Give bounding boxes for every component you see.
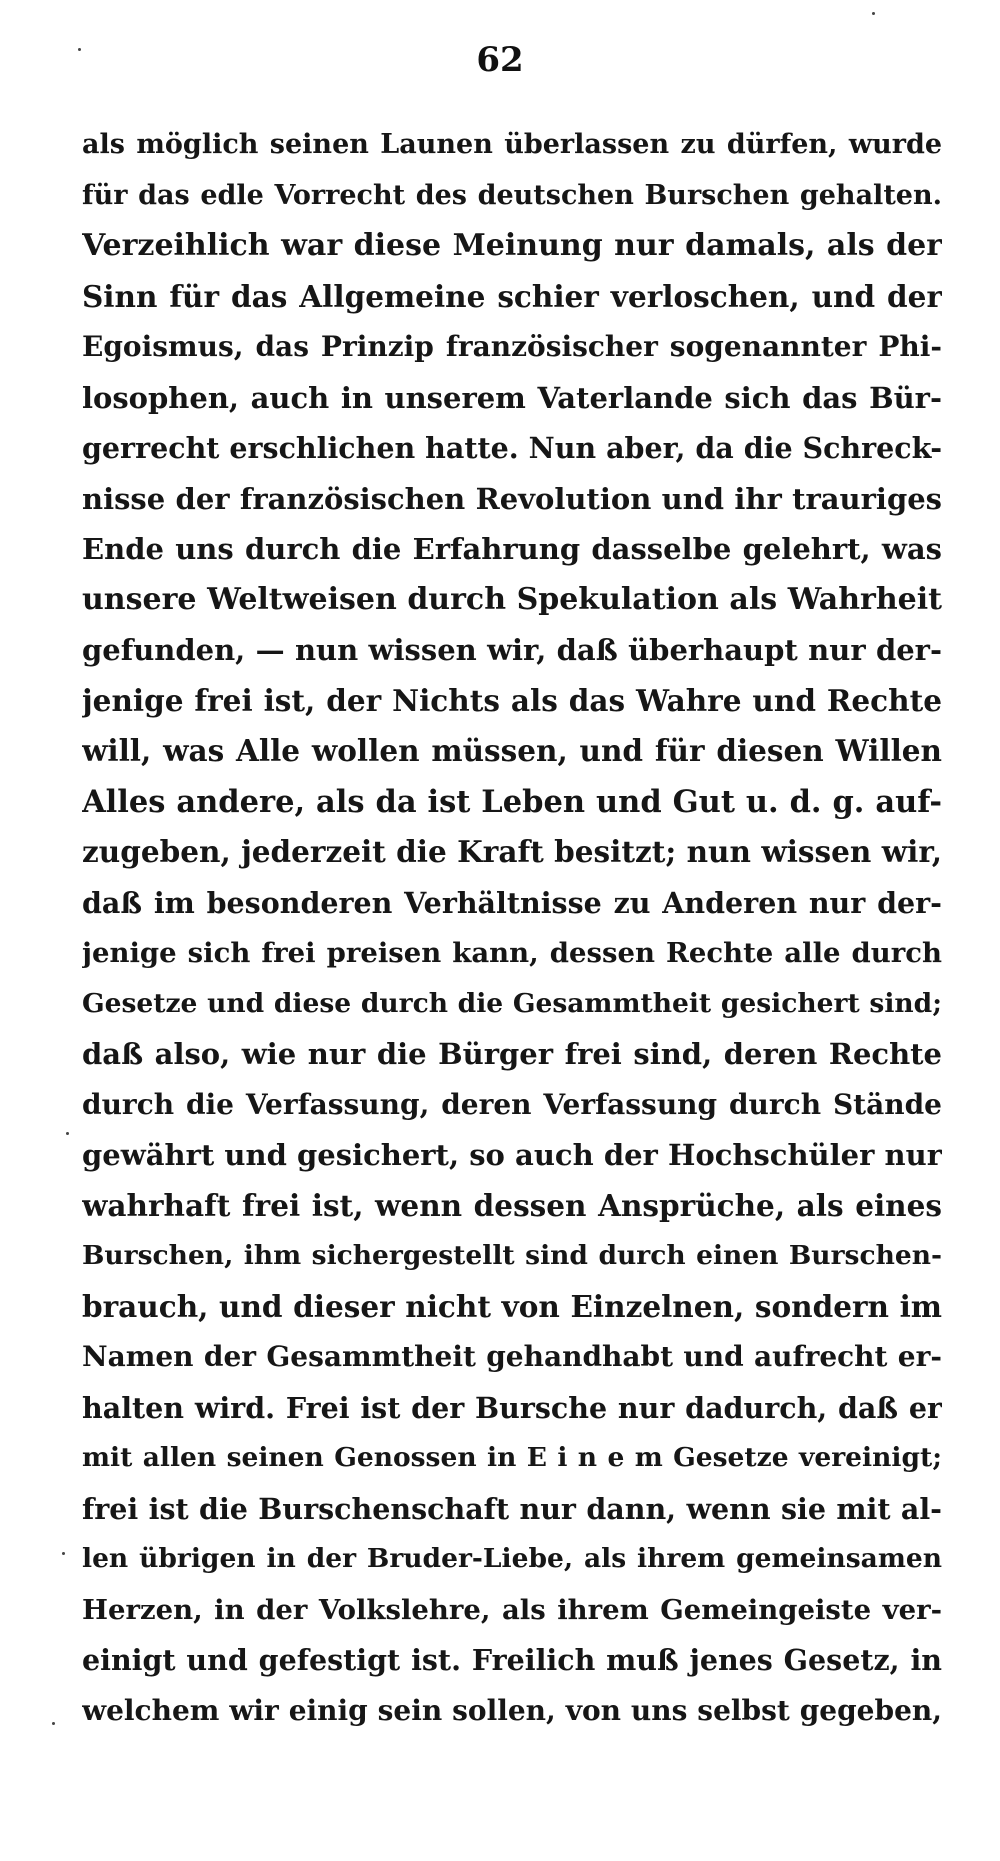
scan-speck bbox=[78, 48, 81, 51]
text-line: Namen der Gesammtheit gehandhabt und aufrecht er- bbox=[82, 1340, 942, 1373]
text-line: unsere Weltweisen durch Spekulation als Wahrheit bbox=[82, 581, 942, 617]
scan-speck bbox=[66, 1132, 69, 1135]
text-line: will, was Alle wollen müssen, und für diesen Willen bbox=[82, 733, 942, 768]
text-line: Egoismus, das Prinzip französischer sogenannter Phi- bbox=[82, 330, 942, 363]
text-line: daß also, wie nur die Bürger frei sind, deren Rechte bbox=[82, 1037, 942, 1071]
text-line: Verzeihlich war diese Meinung nur damals, als der bbox=[82, 228, 942, 263]
text-line: gefunden, — nun wissen wir, daß überhaupt nur der- bbox=[82, 633, 942, 667]
text-line: jenige sich frei preisen kann, dessen Rechte alle durch bbox=[82, 937, 942, 969]
text-line: losophen, auch in unserem Vaterlande sich das Bür- bbox=[82, 380, 942, 415]
text-line: wahrhaft frei ist, wenn dessen Ansprüche, als eines bbox=[82, 1187, 942, 1223]
text-line: gewährt und gesichert, so auch der Hochschüler nur bbox=[82, 1138, 942, 1172]
scan-speck bbox=[52, 1722, 55, 1725]
scan-speck bbox=[872, 12, 875, 15]
text-line: zugeben, jederzeit die Kraft besitzt; nun wissen wir, bbox=[82, 834, 942, 869]
page-number: 62 bbox=[476, 40, 524, 80]
text-line: durch die Verfassung, deren Verfassung durch Stände bbox=[82, 1087, 942, 1121]
text-line: für das edle Vorrecht des deutschen Burschen gehalten. bbox=[82, 179, 942, 211]
text-line: frei ist die Burschenschaft nur dann, wenn sie mit al- bbox=[82, 1491, 942, 1526]
text-line: jenige frei ist, der Nichts als das Wahre und Rechte bbox=[82, 682, 942, 718]
text-line: Burschen, ihm sichergestellt sind durch einen Burschen- bbox=[82, 1240, 942, 1271]
text-line: mit allen seinen Genossen in E i n e m Gesetze vereinigt; bbox=[82, 1442, 942, 1473]
scan-speck bbox=[62, 1552, 65, 1555]
text-line: als möglich seinen Launen überlassen zu dürfen, wurde bbox=[82, 129, 942, 160]
text-line: gerrecht erschlichen hatte. Nun aber, da die Schreck- bbox=[82, 431, 942, 465]
text-line: Ende uns durch die Erfahrung dasselbe gelehrt, was bbox=[82, 532, 942, 566]
text-line: einigt und gefestigt ist. Freilich muß jenes Gesetz, in bbox=[82, 1643, 942, 1677]
text-line: Sinn für das Allgemeine schier verloschen, und der bbox=[82, 278, 942, 314]
text-line: Alles andere, als da ist Leben und Gut u. d. g. auf- bbox=[82, 783, 942, 820]
text-line: Herzen, in der Volkslehre, als ihrem Gemeingeiste ver- bbox=[82, 1593, 942, 1626]
text-line: daß im besonderen Verhältnisse zu Anderen nur der- bbox=[82, 885, 942, 920]
text-line: brauch, und dieser nicht von Einzelnen, sondern im bbox=[82, 1288, 942, 1324]
text-line: welchem wir einig sein sollen, von uns selbst gegeben, bbox=[82, 1693, 942, 1727]
text-line: halten wird. Frei ist der Bursche nur dadurch, daß er bbox=[82, 1390, 942, 1425]
text-line: Gesetze und diese durch die Gesammtheit gesichert sind; bbox=[82, 987, 942, 1019]
text-line: len übrigen in der Bruder-Liebe, als ihrem gemeinsamen bbox=[82, 1543, 942, 1574]
body-text bbox=[82, 120, 942, 1736]
text-line: nisse der französischen Revolution und ihr trauriges bbox=[82, 481, 942, 516]
